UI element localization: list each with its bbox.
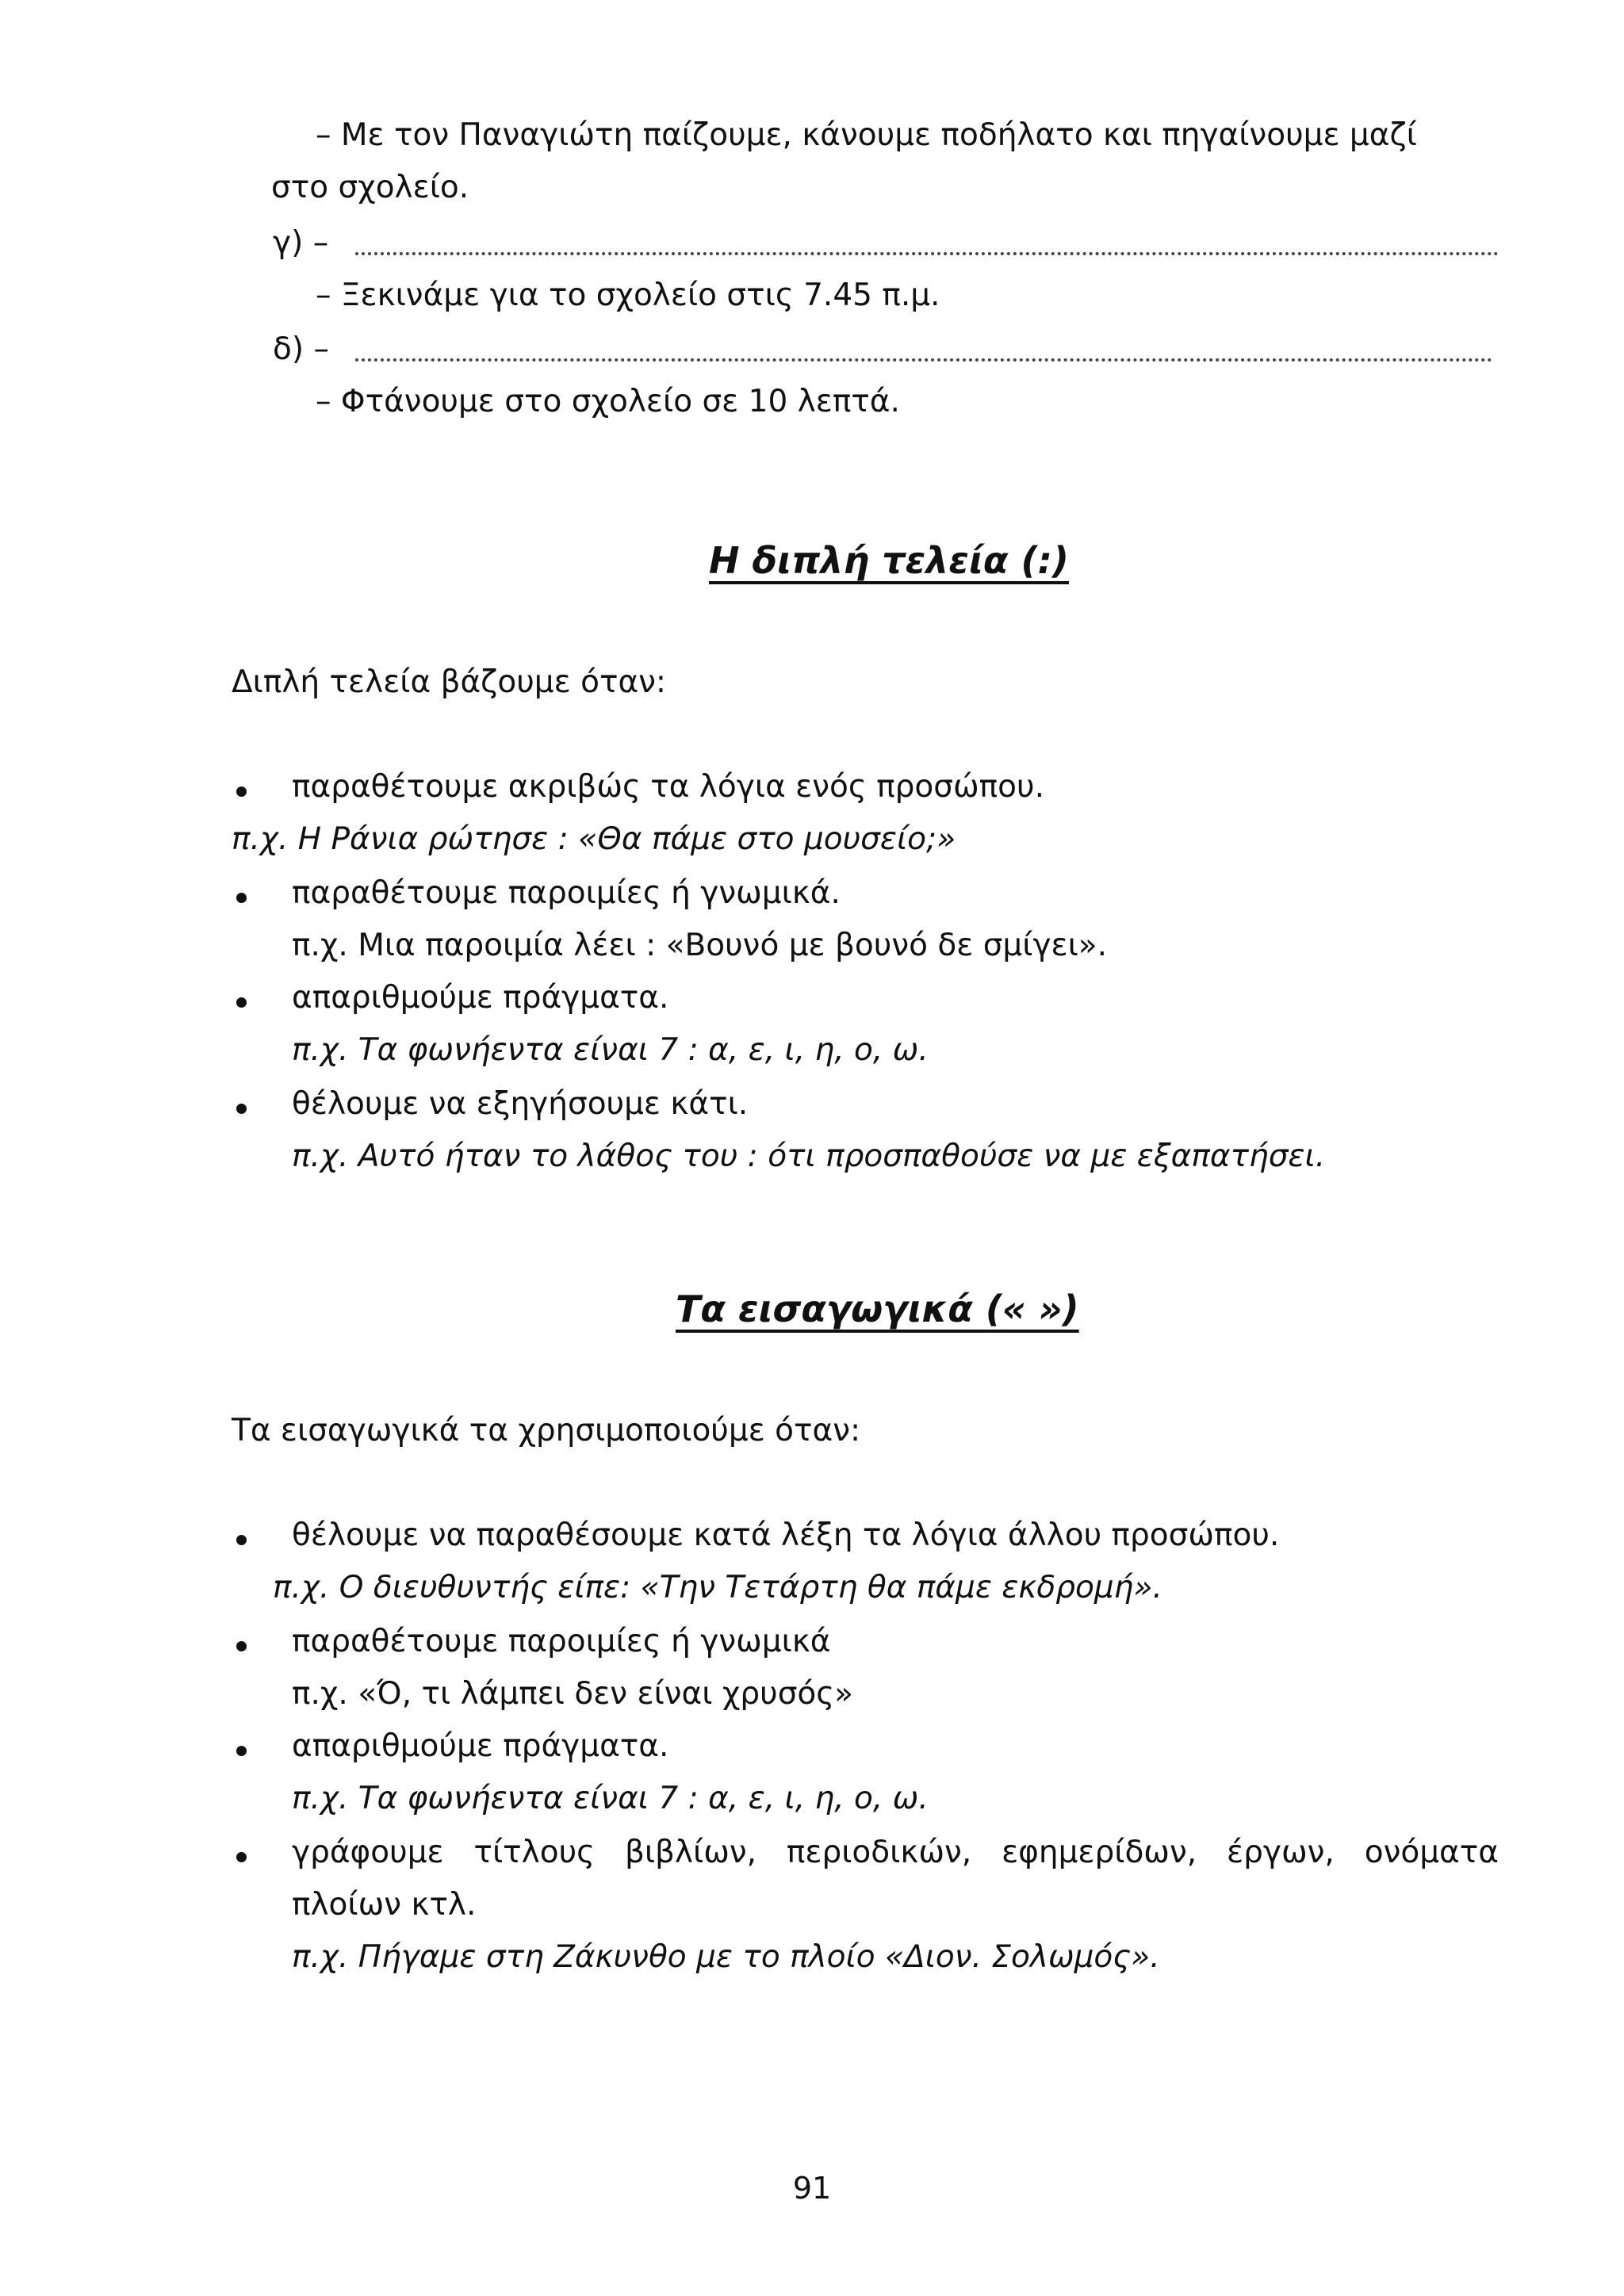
dialog-line-continuation: στο σχολείο. bbox=[271, 170, 469, 205]
dialog-answer-c: – Ξεκινάμε για το σχολείο στις 7.45 π.μ. bbox=[316, 277, 940, 313]
rule-word: περιοδικών, bbox=[786, 1835, 972, 1870]
bullet-icon bbox=[236, 1535, 247, 1545]
rule-word: εφημερίδων, bbox=[1002, 1835, 1197, 1870]
dialog-answer-d: – Φτάνουμε στο σχολείο σε 10 λεπτά. bbox=[316, 384, 900, 419]
rule-item: παραθέτουμε ακριβώς τα λόγια ενός προσώπου. bbox=[292, 769, 1044, 805]
rule-item: παραθέτουμε παροιμίες ή γνωμικά. bbox=[292, 875, 841, 911]
rule-item: θέλουμε να εξηγήσουμε κάτι. bbox=[292, 1086, 749, 1122]
rule-item-continuation: πλοίων κτλ. bbox=[292, 1887, 477, 1923]
rule-example: π.χ. Πήγαμε στη Ζάκυνθο με το πλοίο «Διον. Σολωμός». bbox=[292, 1939, 1160, 1975]
rule-item: παραθέτουμε παροιμίες ή γνωμικά bbox=[292, 1624, 831, 1659]
rule-example: π.χ. Τα φωνήεντα είναι 7 : α, ε, ι, η, ο, ω. bbox=[292, 1781, 929, 1816]
answer-blank-line-d bbox=[355, 358, 1492, 362]
bullet-icon bbox=[236, 1104, 247, 1114]
rule-example: π.χ. Μια παροιμία λέει : «Βουνό με βουνό δε σμίγει». bbox=[292, 928, 1108, 963]
dialog-label-c: γ) – bbox=[273, 225, 329, 261]
rule-word: τίτλους bbox=[473, 1835, 596, 1870]
section-intro-colon: Διπλή τελεία βάζουμε όταν: bbox=[232, 664, 667, 700]
rule-example: π.χ. Η Ράνια ρώτησε : «Θα πάμε στο μουσείο;» bbox=[232, 821, 956, 857]
rule-word: έργων, bbox=[1227, 1835, 1335, 1870]
rule-item: απαριθμούμε πράγματα. bbox=[292, 980, 669, 1016]
bullet-icon bbox=[236, 893, 247, 903]
bullet-icon bbox=[236, 1852, 247, 1862]
rule-item: απαριθμούμε πράγματα. bbox=[292, 1728, 669, 1764]
rule-item-justified bbox=[292, 1835, 1499, 1870]
bullet-icon bbox=[236, 786, 247, 797]
rule-word: βιβλίων, bbox=[624, 1835, 757, 1870]
dialog-line: – Με τον Παναγιώτη παίζουμε, κάνουμε ποδήλατο και πηγαίνουμε μαζί bbox=[316, 117, 1417, 153]
bullet-icon bbox=[236, 1641, 247, 1651]
bullet-icon bbox=[236, 997, 247, 1008]
rule-word: ονόματα bbox=[1364, 1835, 1499, 1870]
answer-blank-line-c bbox=[355, 252, 1499, 255]
section-title-colon: Η διπλή τελεία (:) bbox=[709, 539, 1069, 582]
bullet-icon bbox=[236, 1746, 247, 1756]
rule-example: π.χ. «Ό, τι λάμπει δεν είναι χρυσός» bbox=[292, 1676, 854, 1712]
rule-example: π.χ. Ο διευθυντής είπε: «Την Τετάρτη θα πάμε εκδρομή». bbox=[273, 1570, 1162, 1605]
section-title-quotes: Τα εισαγωγικά (« ») bbox=[676, 1288, 1079, 1330]
rule-item: θέλουμε να παραθέσουμε κατά λέξη τα λόγια άλλου προσώπου. bbox=[292, 1517, 1280, 1553]
rule-example: π.χ. Αυτό ήταν το λάθος του : ότι προσπαθούσε να με εξαπατήσει. bbox=[292, 1138, 1326, 1174]
rule-example: π.χ. Τα φωνήεντα είναι 7 : α, ε, ι, η, ο, ω. bbox=[292, 1032, 929, 1068]
rule-word: γράφουμε bbox=[292, 1835, 444, 1870]
section-intro-quotes: Τα εισαγωγικά τα χρησιμοποιούμε όταν: bbox=[232, 1413, 861, 1448]
page-number: 91 bbox=[792, 2171, 832, 2206]
dialog-label-d: δ) – bbox=[273, 331, 329, 367]
